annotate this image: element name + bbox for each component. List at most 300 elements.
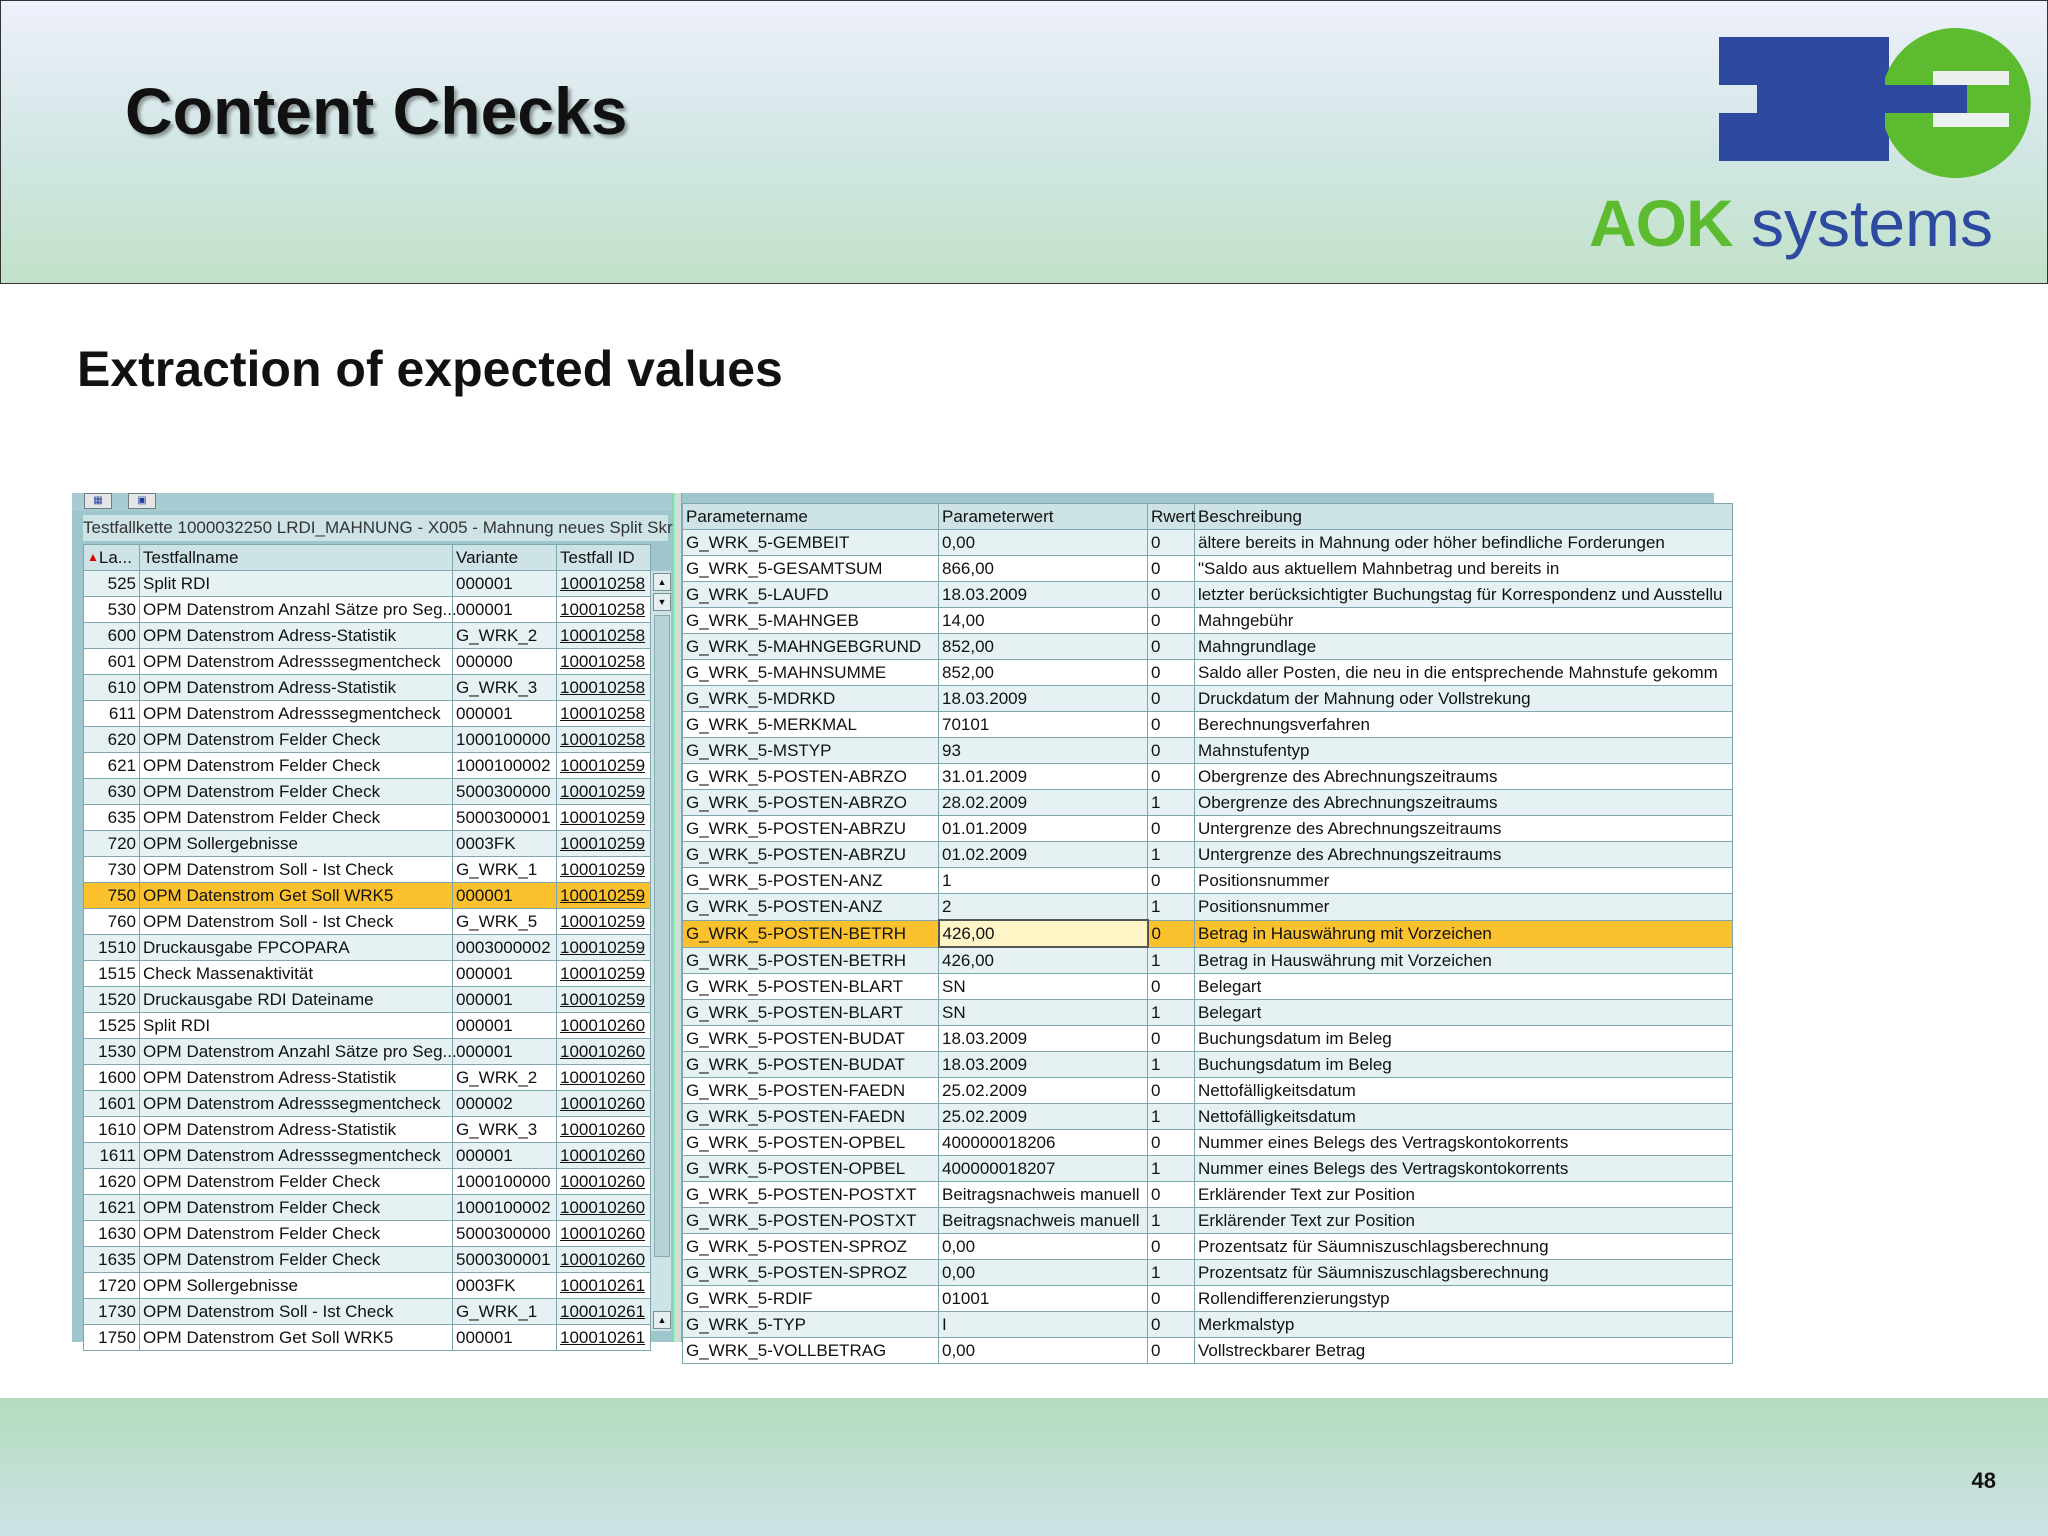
- variant-cell: G_WRK_5: [453, 909, 557, 935]
- testcase-name-cell: OPM Datenstrom Adress-Statistik: [140, 623, 453, 649]
- table-row[interactable]: [84, 701, 651, 727]
- table-row[interactable]: [683, 1208, 1733, 1234]
- parameter-name-cell: G_WRK_5-POSTEN-OPBEL: [683, 1156, 939, 1182]
- parameter-value-cell: 01.01.2009: [939, 816, 1148, 842]
- parameter-name-cell: G_WRK_5-POSTEN-ANZ: [683, 868, 939, 894]
- parameter-name-cell: G_WRK_5-POSTEN-BETRH: [683, 920, 939, 947]
- column-header[interactable]: Variante: [453, 545, 557, 571]
- table-row[interactable]: [683, 764, 1733, 790]
- rwert-cell: 1: [1148, 947, 1195, 974]
- parameter-name-cell: G_WRK_5-POSTEN-FAEDN: [683, 1104, 939, 1130]
- parameter-value-cell: 1: [939, 868, 1148, 894]
- testcase-name-cell: OPM Datenstrom Adress-Statistik: [140, 1117, 453, 1143]
- testcase-id-link[interactable]: 100010258: [557, 701, 651, 727]
- parameter-value-cell: 426,00: [939, 947, 1148, 974]
- table-row[interactable]: [84, 571, 651, 597]
- row-number-cell: 1730: [84, 1299, 140, 1325]
- row-number-cell: 1530: [84, 1039, 140, 1065]
- parameter-name-cell: G_WRK_5-GESAMTSUM: [683, 556, 939, 582]
- testcase-id-link[interactable]: 100010258: [557, 675, 651, 701]
- table-row[interactable]: [84, 831, 651, 857]
- testcase-id-link[interactable]: 100010261: [557, 1273, 651, 1299]
- row-number-cell: 635: [84, 805, 140, 831]
- table-row[interactable]: [84, 987, 651, 1013]
- parameter-value-cell: 01.02.2009: [939, 842, 1148, 868]
- table-row[interactable]: [683, 947, 1733, 974]
- table-row[interactable]: [683, 920, 1733, 947]
- table-row[interactable]: [84, 1143, 651, 1169]
- table-row[interactable]: [84, 649, 651, 675]
- testcase-name-cell: OPM Datenstrom Anzahl Sätze pro Seg...: [140, 1039, 453, 1065]
- table-row[interactable]: [84, 623, 651, 649]
- testcase-id-link[interactable]: 100010260: [557, 1221, 651, 1247]
- description-cell: Nettofälligkeitsdatum: [1195, 1078, 1733, 1104]
- table-row[interactable]: [683, 868, 1733, 894]
- parameter-name-cell: G_WRK_5-MAHNSUMME: [683, 660, 939, 686]
- description-cell: Obergrenze des Abrechnungszeitraums: [1195, 790, 1733, 816]
- testcase-name-cell: OPM Datenstrom Felder Check: [140, 727, 453, 753]
- slide-header: [0, 0, 2048, 284]
- table-row[interactable]: [84, 1325, 651, 1351]
- testcase-name-cell: Split RDI: [140, 571, 453, 597]
- column-header[interactable]: Rwert: [1148, 504, 1195, 530]
- table-row[interactable]: [683, 634, 1733, 660]
- row-number-cell: 525: [84, 571, 140, 597]
- export-icon[interactable]: ▣: [128, 493, 156, 509]
- parameter-name-cell: G_WRK_5-GEMBEIT: [683, 530, 939, 556]
- parameter-value-cell: 18.03.2009: [939, 1026, 1148, 1052]
- parameter-name-cell: G_WRK_5-POSTEN-ABRZO: [683, 764, 939, 790]
- logo-wordmark: [1589, 185, 1993, 261]
- table-row[interactable]: [683, 1286, 1733, 1312]
- variant-cell: 0003FK: [453, 1273, 557, 1299]
- description-cell: Nummer eines Belegs des Vertragskontokorrents: [1195, 1130, 1733, 1156]
- testcase-name-cell: Check Massenaktivität: [140, 961, 453, 987]
- testcase-id-link[interactable]: 100010258: [557, 649, 651, 675]
- variant-cell: 000001: [453, 883, 557, 909]
- parameter-value-cell: 18.03.2009: [939, 1052, 1148, 1078]
- description-cell: Positionsnummer: [1195, 894, 1733, 921]
- description-cell: Druckdatum der Mahnung oder Vollstrekung: [1195, 686, 1733, 712]
- testcase-name-cell: Druckausgabe FPCOPARA: [140, 935, 453, 961]
- table-row[interactable]: [84, 1065, 651, 1091]
- rwert-cell: 0: [1148, 1182, 1195, 1208]
- row-number-cell: 730: [84, 857, 140, 883]
- testcase-name-cell: OPM Sollergebnisse: [140, 1273, 453, 1299]
- parameter-name-cell: G_WRK_5-POSTEN-BUDAT: [683, 1052, 939, 1078]
- table-row[interactable]: [84, 1195, 651, 1221]
- slide-title: Content Checks: [125, 74, 628, 148]
- description-cell: letzter berücksichtigter Buchungstag für Korrespondenz und Ausstellu: [1195, 582, 1733, 608]
- table-row[interactable]: [84, 597, 651, 623]
- testcase-id-link[interactable]: 100010258: [557, 571, 651, 597]
- variant-cell: G_WRK_1: [453, 857, 557, 883]
- parameter-name-cell: G_WRK_5-POSTEN-POSTXT: [683, 1182, 939, 1208]
- parameter-value-cell: 93: [939, 738, 1148, 764]
- variant-cell: 5000300001: [453, 805, 557, 831]
- variant-cell: G_WRK_2: [453, 1065, 557, 1091]
- testcase-name-cell: OPM Datenstrom Anzahl Sätze pro Seg...: [140, 597, 453, 623]
- column-header[interactable]: Testfall ID: [557, 545, 651, 571]
- variant-cell: 5000300001: [453, 1247, 557, 1273]
- rwert-cell: 1: [1148, 1208, 1195, 1234]
- parameter-value-cell: 2: [939, 894, 1148, 921]
- table-row[interactable]: [683, 582, 1733, 608]
- chain-title: Testfallkette 1000032250 LRDI_MAHNUNG - X005 - Mahnung neues Split Skr: [83, 515, 668, 541]
- row-number-cell: 600: [84, 623, 140, 649]
- table-row[interactable]: [683, 1234, 1733, 1260]
- description-cell: Betrag in Hauswährung mit Vorzeichen: [1195, 947, 1733, 974]
- testcase-name-cell: OPM Datenstrom Felder Check: [140, 805, 453, 831]
- description-cell: Prozentsatz für Säumniszuschlagsberechnung: [1195, 1260, 1733, 1286]
- sort-indicator-icon: ▲: [87, 550, 99, 564]
- parameter-value-cell: 25.02.2009: [939, 1078, 1148, 1104]
- table-row[interactable]: [683, 1182, 1733, 1208]
- testcase-id-link[interactable]: 100010259: [557, 987, 651, 1013]
- table-row[interactable]: [683, 1052, 1733, 1078]
- column-header[interactable]: Testfallname: [140, 545, 453, 571]
- parameter-name-cell: G_WRK_5-POSTEN-FAEDN: [683, 1078, 939, 1104]
- description-cell: Belegart: [1195, 1000, 1733, 1026]
- testcase-name-cell: OPM Datenstrom Felder Check: [140, 1169, 453, 1195]
- vertical-scrollbar[interactable]: [650, 571, 671, 1331]
- table-row[interactable]: [683, 1312, 1733, 1338]
- variant-cell: 000001: [453, 1143, 557, 1169]
- parameter-table: [682, 503, 1733, 1364]
- parameter-value-cell: 0,00: [939, 1234, 1148, 1260]
- table-row[interactable]: [84, 961, 651, 987]
- table-row[interactable]: [84, 1117, 651, 1143]
- parameter-value-cell: 426,00: [939, 920, 1148, 947]
- table-row[interactable]: [84, 805, 651, 831]
- parameter-value-cell: 31.01.2009: [939, 764, 1148, 790]
- table-row[interactable]: [683, 1260, 1733, 1286]
- row-number-cell: 1610: [84, 1117, 140, 1143]
- column-header[interactable]: Beschreibung: [1195, 504, 1733, 530]
- row-number-cell: 1720: [84, 1273, 140, 1299]
- description-cell: Belegart: [1195, 974, 1733, 1000]
- variant-cell: 5000300000: [453, 1221, 557, 1247]
- parameter-value-cell: 866,00: [939, 556, 1148, 582]
- description-cell: Obergrenze des Abrechnungszeitraums: [1195, 764, 1733, 790]
- column-header[interactable]: Parameterwert: [939, 504, 1148, 530]
- testcase-id-link[interactable]: 100010260: [557, 1247, 651, 1273]
- table-row[interactable]: [84, 1273, 651, 1299]
- table-row[interactable]: [84, 727, 651, 753]
- description-cell: Mahngebühr: [1195, 608, 1733, 634]
- slide-footer: [0, 1398, 2048, 1536]
- description-cell: Buchungsdatum im Beleg: [1195, 1052, 1733, 1078]
- parameter-value-cell: I: [939, 1312, 1148, 1338]
- table-row[interactable]: [683, 608, 1733, 634]
- parameter-name-cell: G_WRK_5-POSTEN-BETRH: [683, 947, 939, 974]
- row-number-cell: 1621: [84, 1195, 140, 1221]
- table-row[interactable]: [683, 1130, 1733, 1156]
- testcase-id-link[interactable]: 100010260: [557, 1195, 651, 1221]
- variant-cell: 1000100002: [453, 753, 557, 779]
- parameter-name-cell: G_WRK_5-LAUFD: [683, 582, 939, 608]
- testcase-name-cell: OPM Datenstrom Adresssegmentcheck: [140, 701, 453, 727]
- testcase-name-cell: OPM Datenstrom Adresssegmentcheck: [140, 1091, 453, 1117]
- description-cell: Untergrenze des Abrechnungszeitraums: [1195, 816, 1733, 842]
- parameter-value-cell: SN: [939, 1000, 1148, 1026]
- rwert-cell: 0: [1148, 1286, 1195, 1312]
- table-row[interactable]: [683, 894, 1733, 921]
- variant-cell: 000001: [453, 597, 557, 623]
- table-row[interactable]: [84, 883, 651, 909]
- parameter-value-cell: 0,00: [939, 1260, 1148, 1286]
- rwert-cell: 1: [1148, 790, 1195, 816]
- testcase-id-link[interactable]: 100010258: [557, 597, 651, 623]
- row-number-cell: 1515: [84, 961, 140, 987]
- description-cell: Buchungsdatum im Beleg: [1195, 1026, 1733, 1052]
- table-row[interactable]: [84, 857, 651, 883]
- testcase-id-link[interactable]: 100010259: [557, 935, 651, 961]
- pane-splitter[interactable]: [674, 493, 682, 1342]
- logo-systems-text: systems: [1751, 186, 1994, 260]
- testcase-name-cell: OPM Datenstrom Get Soll WRK5: [140, 883, 453, 909]
- table-row[interactable]: [84, 753, 651, 779]
- scroll-thumb[interactable]: [654, 615, 670, 1257]
- description-cell: Mahngrundlage: [1195, 634, 1733, 660]
- testcase-id-link[interactable]: 100010260: [557, 1169, 651, 1195]
- table-row[interactable]: [683, 660, 1733, 686]
- description-cell: Prozentsatz für Säumniszuschlagsberechnung: [1195, 1234, 1733, 1260]
- testcase-name-cell: Split RDI: [140, 1013, 453, 1039]
- rwert-cell: 0: [1148, 974, 1195, 1000]
- rwert-cell: 0: [1148, 1078, 1195, 1104]
- scroll-down-icon[interactable]: ▼: [653, 593, 671, 611]
- variant-cell: G_WRK_3: [453, 1117, 557, 1143]
- parameter-value-cell: 0,00: [939, 530, 1148, 556]
- testcase-name-cell: OPM Datenstrom Felder Check: [140, 1247, 453, 1273]
- column-header[interactable]: Parametername: [683, 504, 939, 530]
- rwert-cell: 0: [1148, 582, 1195, 608]
- testcase-name-cell: OPM Datenstrom Adress-Statistik: [140, 1065, 453, 1091]
- rwert-cell: 0: [1148, 712, 1195, 738]
- table-row[interactable]: [683, 1104, 1733, 1130]
- rwert-cell: 0: [1148, 1026, 1195, 1052]
- parameter-name-cell: G_WRK_5-POSTEN-BLART: [683, 1000, 939, 1026]
- rwert-cell: 0: [1148, 608, 1195, 634]
- scroll-up-bottom-icon[interactable]: ▲: [653, 1311, 671, 1329]
- description-cell: Nettofälligkeitsdatum: [1195, 1104, 1733, 1130]
- testcase-name-cell: OPM Datenstrom Felder Check: [140, 1221, 453, 1247]
- table-row[interactable]: [84, 1169, 651, 1195]
- testcase-id-link[interactable]: 100010260: [557, 1039, 651, 1065]
- table-layout-icon[interactable]: ▦: [84, 493, 112, 509]
- variant-cell: G_WRK_1: [453, 1299, 557, 1325]
- testcase-id-link[interactable]: 100010259: [557, 857, 651, 883]
- testcase-id-link[interactable]: 100010258: [557, 727, 651, 753]
- parameter-value-cell: 25.02.2009: [939, 1104, 1148, 1130]
- rwert-cell: 0: [1148, 1338, 1195, 1364]
- parameter-value-cell: 18.03.2009: [939, 686, 1148, 712]
- aok-logo-icon: [1719, 23, 2009, 183]
- testcase-id-link[interactable]: 100010259: [557, 961, 651, 987]
- row-number-cell: 1630: [84, 1221, 140, 1247]
- variant-cell: 000001: [453, 961, 557, 987]
- rwert-cell: 1: [1148, 1052, 1195, 1078]
- row-number-cell: 610: [84, 675, 140, 701]
- parameter-name-cell: G_WRK_5-POSTEN-BLART: [683, 974, 939, 1000]
- rwert-cell: 1: [1148, 1156, 1195, 1182]
- rwert-cell: 0: [1148, 634, 1195, 660]
- testcase-name-cell: OPM Sollergebnisse: [140, 831, 453, 857]
- parameter-value-cell: 01001: [939, 1286, 1148, 1312]
- description-cell: Positionsnummer: [1195, 868, 1733, 894]
- parameter-name-cell: G_WRK_5-POSTEN-ABRZO: [683, 790, 939, 816]
- description-cell: Betrag in Hauswährung mit Vorzeichen: [1195, 920, 1733, 947]
- table-row[interactable]: [683, 1156, 1733, 1182]
- testcase-id-link[interactable]: 100010259: [557, 909, 651, 935]
- table-row[interactable]: [84, 1247, 651, 1273]
- table-row[interactable]: [84, 1221, 651, 1247]
- parameter-name-cell: G_WRK_5-MAHNGEBGRUND: [683, 634, 939, 660]
- row-number-cell: 1750: [84, 1325, 140, 1351]
- testcase-name-cell: OPM Datenstrom Soll - Ist Check: [140, 1299, 453, 1325]
- variant-cell: 000001: [453, 701, 557, 727]
- parameter-value-cell: 852,00: [939, 634, 1148, 660]
- parameter-name-cell: G_WRK_5-MERKMAL: [683, 712, 939, 738]
- row-number-cell: 1620: [84, 1169, 140, 1195]
- row-number-cell: 1611: [84, 1143, 140, 1169]
- testcase-name-cell: OPM Datenstrom Soll - Ist Check: [140, 857, 453, 883]
- rwert-cell: 0: [1148, 764, 1195, 790]
- parameter-value-cell: 14,00: [939, 608, 1148, 634]
- variant-cell: 000001: [453, 1013, 557, 1039]
- scroll-up-icon[interactable]: ▲: [653, 573, 671, 591]
- testcase-id-link[interactable]: 100010260: [557, 1117, 651, 1143]
- parameter-name-cell: G_WRK_5-RDIF: [683, 1286, 939, 1312]
- table-row[interactable]: [84, 1039, 651, 1065]
- rwert-cell: 1: [1148, 894, 1195, 921]
- rwert-cell: 0: [1148, 686, 1195, 712]
- table-row[interactable]: [683, 790, 1733, 816]
- parameter-name-cell: G_WRK_5-MSTYP: [683, 738, 939, 764]
- variant-cell: 000002: [453, 1091, 557, 1117]
- testcase-table: [83, 544, 651, 1351]
- variant-cell: 1000100000: [453, 727, 557, 753]
- testcase-id-link[interactable]: 100010260: [557, 1143, 651, 1169]
- variant-cell: 000001: [453, 1325, 557, 1351]
- testcase-id-link[interactable]: 100010259: [557, 831, 651, 857]
- table-row[interactable]: [84, 1299, 651, 1325]
- table-row[interactable]: [84, 779, 651, 805]
- testcase-name-cell: OPM Datenstrom Soll - Ist Check: [140, 909, 453, 935]
- table-row[interactable]: [683, 842, 1733, 868]
- table-row[interactable]: [683, 530, 1733, 556]
- parameter-name-cell: G_WRK_5-POSTEN-OPBEL: [683, 1130, 939, 1156]
- testcase-name-cell: OPM Datenstrom Adresssegmentcheck: [140, 649, 453, 675]
- rwert-cell: 1: [1148, 1104, 1195, 1130]
- rwert-cell: 1: [1148, 1000, 1195, 1026]
- page-number: 48: [1971, 1468, 1996, 1493]
- rwert-cell: 0: [1148, 738, 1195, 764]
- testcase-id-link[interactable]: 100010259: [557, 883, 651, 909]
- table-row[interactable]: [683, 1078, 1733, 1104]
- table-row[interactable]: [84, 1091, 651, 1117]
- parameter-value-cell: SN: [939, 974, 1148, 1000]
- testcase-id-link[interactable]: 100010258: [557, 623, 651, 649]
- testcase-name-cell: OPM Datenstrom Get Soll WRK5: [140, 1325, 453, 1351]
- row-number-cell: 1635: [84, 1247, 140, 1273]
- row-number-cell: 621: [84, 753, 140, 779]
- column-header[interactable]: ▲La...: [84, 545, 140, 571]
- parameter-value-cell: Beitragsnachweis manuell: [939, 1208, 1148, 1234]
- table-row[interactable]: [683, 1026, 1733, 1052]
- testcase-id-link[interactable]: 100010260: [557, 1091, 651, 1117]
- table-row[interactable]: [84, 909, 651, 935]
- variant-cell: 1000100002: [453, 1195, 557, 1221]
- row-number-cell: 1601: [84, 1091, 140, 1117]
- row-number-cell: 1525: [84, 1013, 140, 1039]
- table-row[interactable]: [84, 1013, 651, 1039]
- table-row[interactable]: [683, 738, 1733, 764]
- table-row[interactable]: [683, 686, 1733, 712]
- table-row[interactable]: [683, 712, 1733, 738]
- variant-cell: 0003000002: [453, 935, 557, 961]
- testcase-name-cell: OPM Datenstrom Felder Check: [140, 1195, 453, 1221]
- testcase-id-link[interactable]: 100010261: [557, 1325, 651, 1351]
- description-cell: "Saldo aus aktuellem Mahnbetrag und bereits in: [1195, 556, 1733, 582]
- pane-toolbar: [72, 493, 672, 511]
- testcase-id-link[interactable]: 100010260: [557, 1065, 651, 1091]
- testcase-id-link[interactable]: 100010260: [557, 1013, 651, 1039]
- testcase-id-link[interactable]: 100010259: [557, 779, 651, 805]
- parameter-value-cell: 852,00: [939, 660, 1148, 686]
- row-number-cell: 1520: [84, 987, 140, 1013]
- variant-cell: G_WRK_3: [453, 675, 557, 701]
- rwert-cell: 0: [1148, 868, 1195, 894]
- table-row[interactable]: [683, 1338, 1733, 1364]
- row-number-cell: 601: [84, 649, 140, 675]
- testcase-name-cell: OPM Datenstrom Felder Check: [140, 779, 453, 805]
- logo-aok-text: AOK: [1589, 186, 1733, 260]
- rwert-cell: 0: [1148, 1234, 1195, 1260]
- testcase-id-link[interactable]: 100010261: [557, 1299, 651, 1325]
- table-row[interactable]: [683, 556, 1733, 582]
- rwert-cell: 0: [1148, 1130, 1195, 1156]
- table-row[interactable]: [683, 974, 1733, 1000]
- parameter-name-cell: G_WRK_5-VOLLBETRAG: [683, 1338, 939, 1364]
- parameter-value-cell: 400000018207: [939, 1156, 1148, 1182]
- variant-cell: 1000100000: [453, 1169, 557, 1195]
- testcase-chain-pane: [72, 493, 673, 1347]
- parameter-value-cell: 70101: [939, 712, 1148, 738]
- table-row[interactable]: [84, 935, 651, 961]
- testcase-id-link[interactable]: 100010259: [557, 753, 651, 779]
- variant-cell: G_WRK_2: [453, 623, 557, 649]
- rwert-cell: 0: [1148, 816, 1195, 842]
- parameter-name-cell: G_WRK_5-MDRKD: [683, 686, 939, 712]
- description-cell: Erklärender Text zur Position: [1195, 1208, 1733, 1234]
- variant-cell: 000001: [453, 571, 557, 597]
- parameter-value-cell: 0,00: [939, 1338, 1148, 1364]
- parameter-name-cell: G_WRK_5-POSTEN-ANZ: [683, 894, 939, 921]
- table-row[interactable]: [683, 816, 1733, 842]
- parameter-value-cell: 18.03.2009: [939, 582, 1148, 608]
- row-number-cell: 630: [84, 779, 140, 805]
- parameter-value-cell: 28.02.2009: [939, 790, 1148, 816]
- table-row[interactable]: [84, 675, 651, 701]
- variant-cell: 000000: [453, 649, 557, 675]
- variant-cell: 5000300000: [453, 779, 557, 805]
- table-row[interactable]: [683, 1000, 1733, 1026]
- parameter-value-cell: Beitragsnachweis manuell: [939, 1182, 1148, 1208]
- parameter-value-cell: 400000018206: [939, 1130, 1148, 1156]
- testcase-id-link[interactable]: 100010259: [557, 805, 651, 831]
